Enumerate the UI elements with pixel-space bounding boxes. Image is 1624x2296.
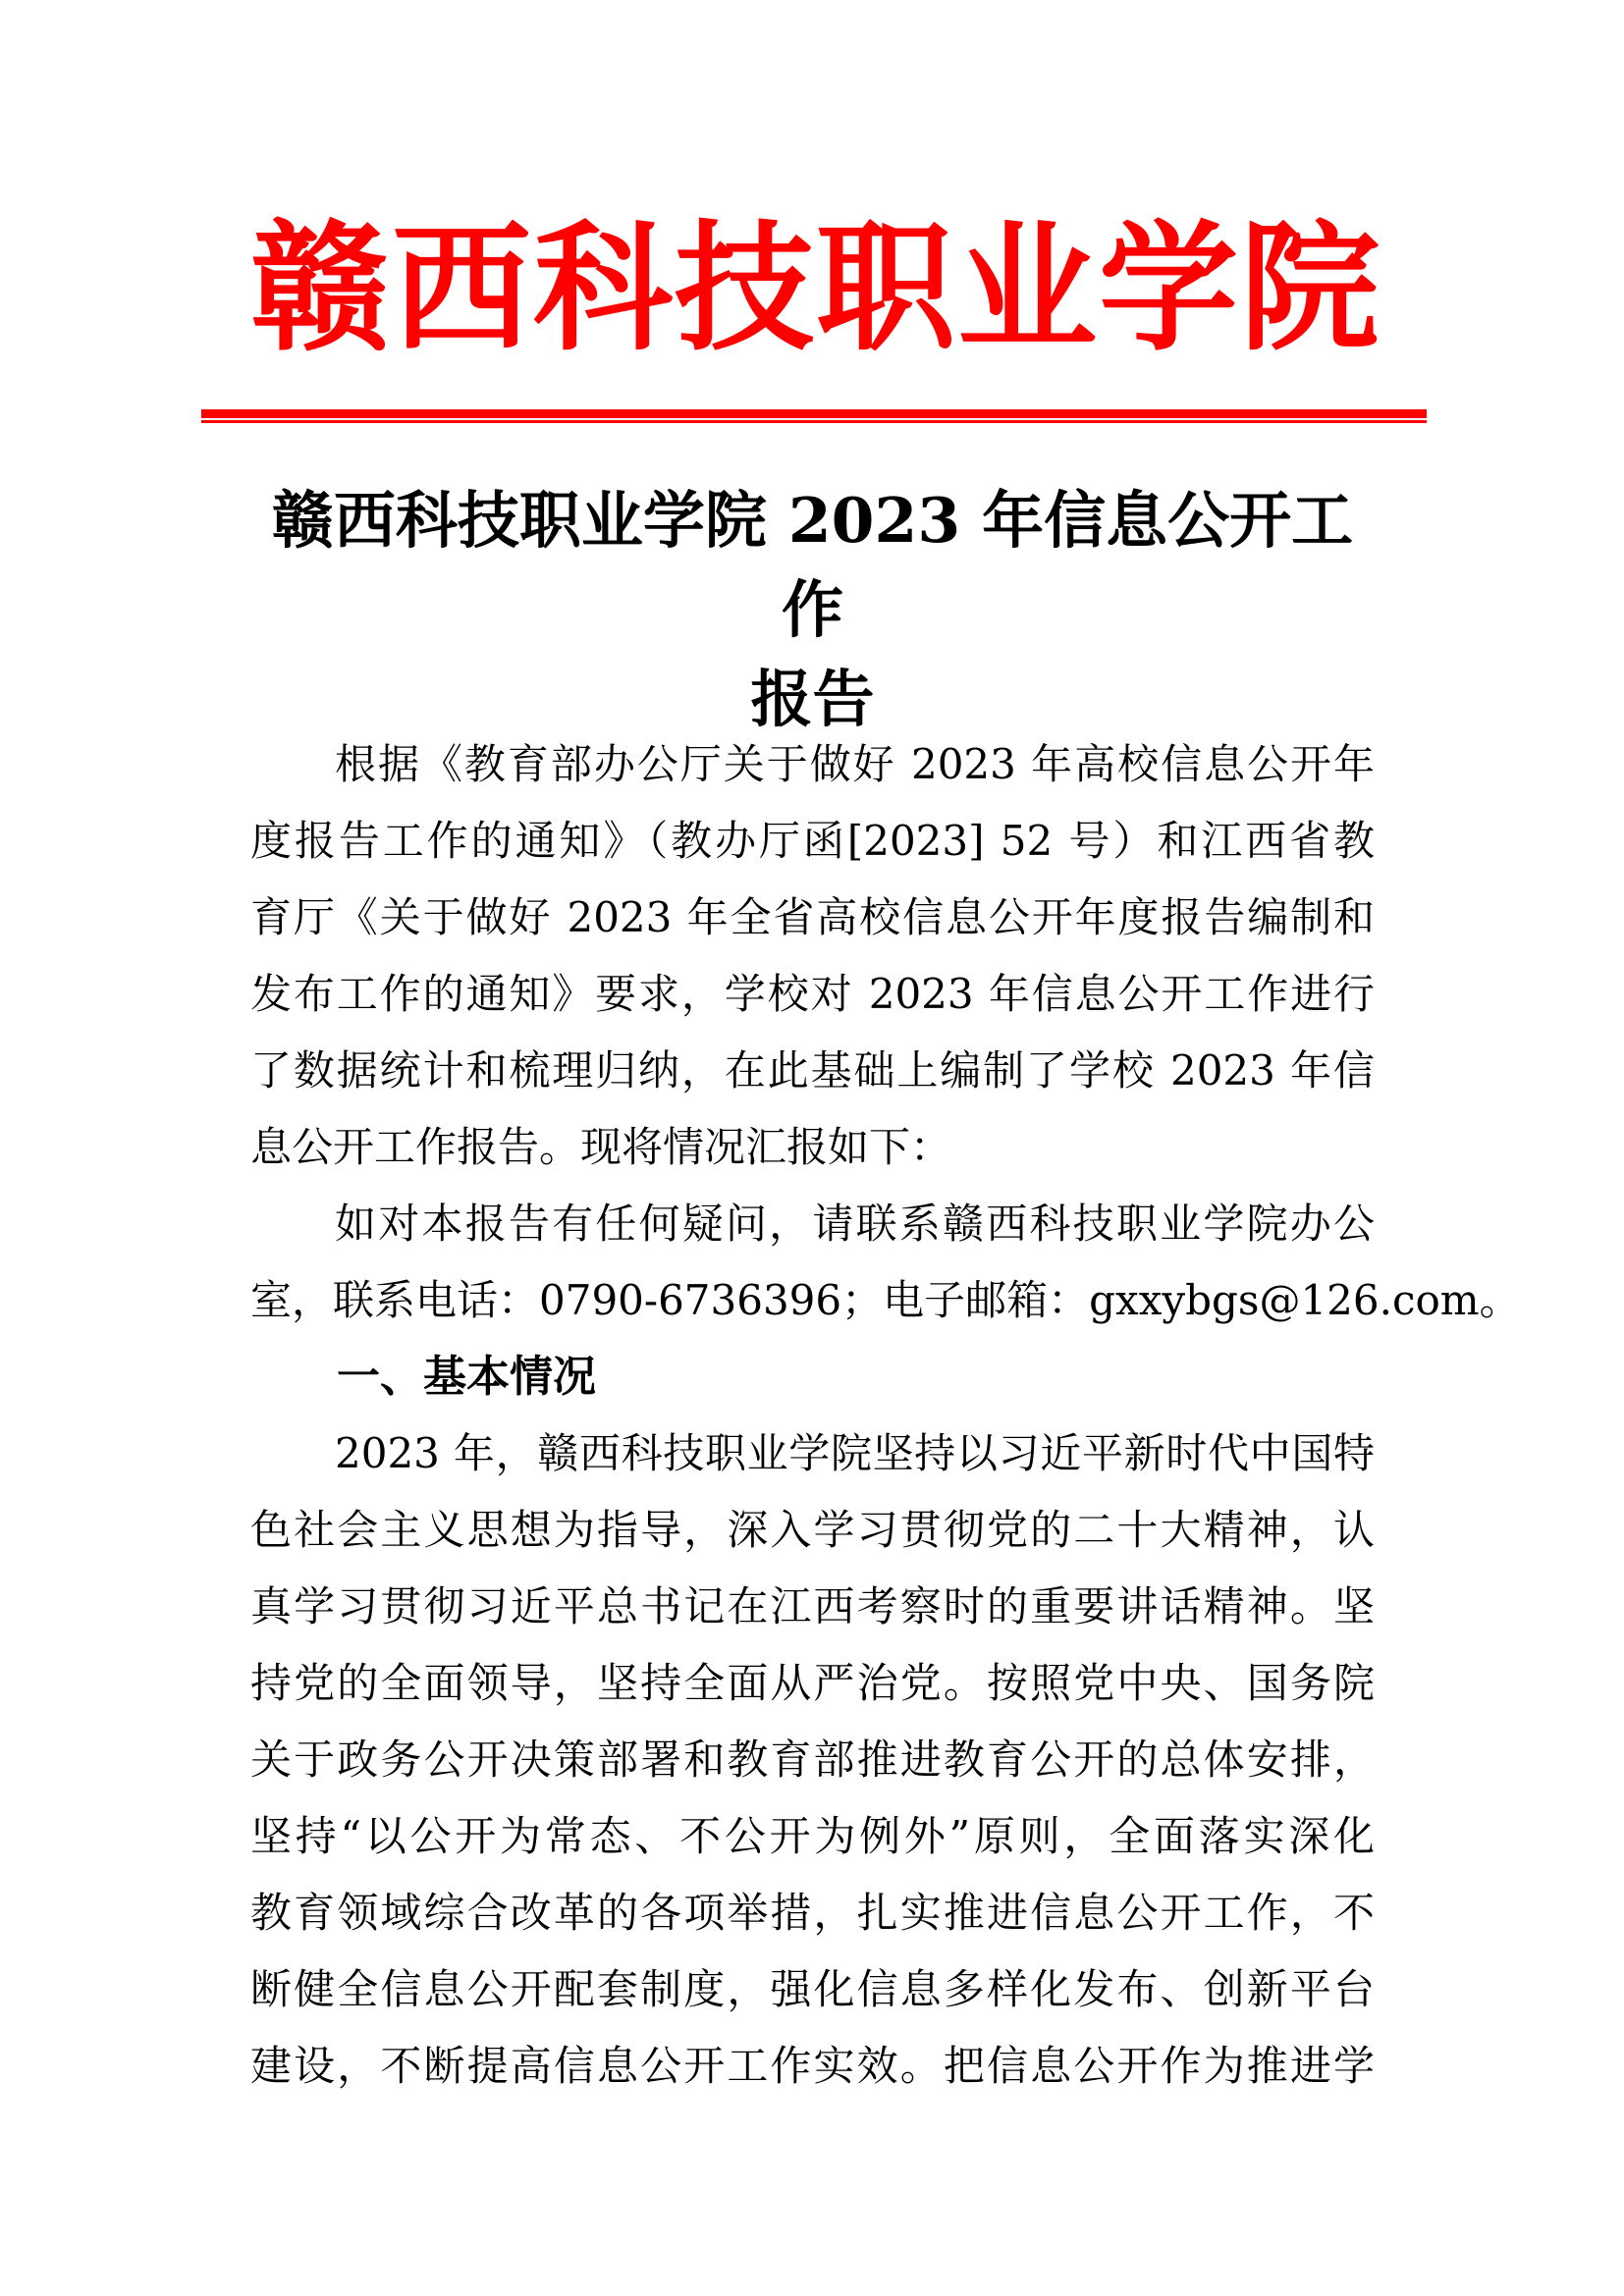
body-line: 色社会主义思想为指导，深入学习贯彻党的二十大精神，认 — [250, 1506, 1375, 1554]
body-line: 根据《教育部办公厅关于做好 2023 年高校信息公开年 — [335, 740, 1375, 788]
body-line: 发布工作的通知》要求，学校对 2023 年信息公开工作进行 — [250, 970, 1375, 1018]
document-body — [250, 726, 1521, 2105]
body-line: 坚持“以公开为常态、不公开为例外”原则，全面落实深化 — [250, 1812, 1375, 1860]
document-title — [250, 476, 1375, 744]
document-title-line1: 赣西科技职业学院 2023 年信息公开工作 — [271, 484, 1354, 646]
body-line: 度报告工作的通知》（教办厅函[2023] 52 号）和江西省教 — [250, 817, 1375, 865]
body-line: 息公开工作报告。现将情况汇报如下： — [250, 1123, 952, 1171]
section-heading-basic-info: 一、基本情况 — [337, 1352, 596, 1402]
body-line-contact: 室，联系电话：0790-6736396；电子邮箱：gxxybgs@126.com。 — [250, 1276, 1521, 1324]
body-line: 如对本报告有任何疑问，请联系赣西科技职业学院办公 — [335, 1200, 1375, 1248]
body-line: 2023 年，赣西科技职业学院坚持以习近平新时代中国特 — [335, 1429, 1375, 1477]
body-line: 持党的全面领导，坚持全面从严治党。按照党中央、国务院 — [250, 1659, 1375, 1707]
body-line: 育厅《关于做好 2023 年全省高校信息公开年度报告编制和 — [250, 893, 1375, 941]
body-line: 断健全信息公开配套制度，强化信息多样化发布、创新平台 — [250, 1965, 1375, 2013]
letterhead-school-name: 赣西科技职业学院 — [250, 207, 1381, 370]
body-line: 了数据统计和梳理归纳，在此基础上编制了学校 2023 年信 — [250, 1046, 1375, 1095]
body-line: 教育领域综合改革的各项举措，扎实推进信息公开工作，不 — [250, 1889, 1375, 1937]
document-title-line2: 报告 — [750, 663, 875, 735]
body-line: 真学习贯彻习近平总书记在江西考察时的重要讲话精神。坚 — [250, 1582, 1375, 1630]
letterhead-divider-rule — [201, 409, 1427, 423]
body-line: 关于政务公开决策部署和教育部推进教育公开的总体安排， — [250, 1735, 1375, 1784]
body-line: 建设，不断提高信息公开工作实效。把信息公开作为推进学 — [250, 2042, 1375, 2090]
